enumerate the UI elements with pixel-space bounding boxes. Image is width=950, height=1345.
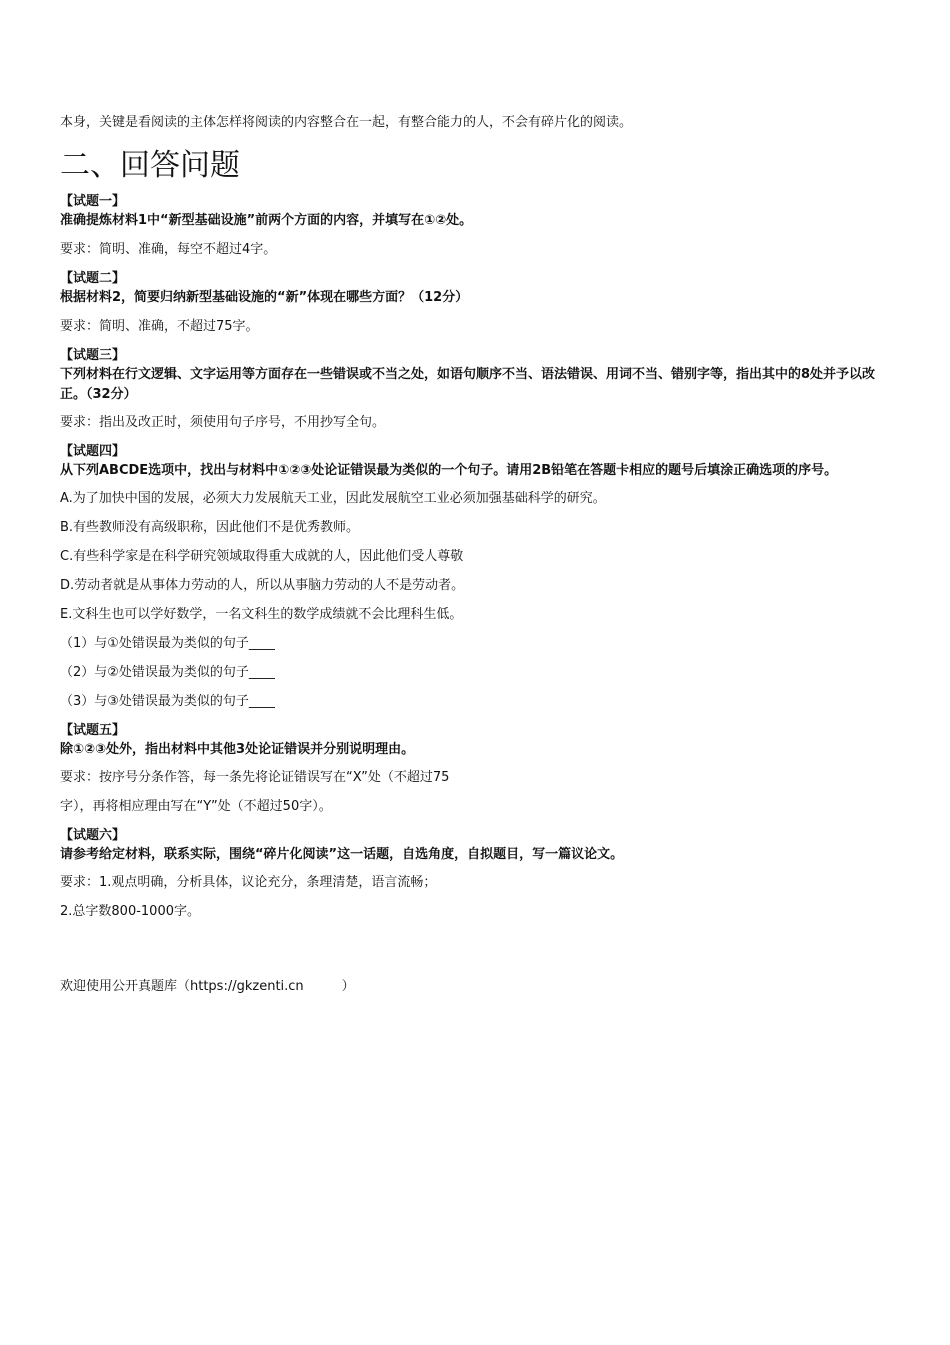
- question-6-title: 【试题六】: [60, 828, 126, 843]
- question-4-prompt: 从下列ABCDE选项中，找出与材料中①②③处论证错误最为类似的一个句子。请用2B铅笔在答题卡相应的题号后填涂正确选项的序号。: [60, 463, 838, 478]
- question-4-sub-item-1: （1）与①处错误最为类似的句子____: [60, 636, 275, 651]
- question-4-sub-item-3: （3）与③处错误最为类似的句子____: [60, 694, 275, 709]
- intro-text: 本身，关键是看阅读的主体怎样将阅读的内容整合在一起，有整合能力的人，不会有碎片化的阅读。: [60, 115, 633, 130]
- question-4-title: 【试题四】: [60, 444, 126, 459]
- exam-page: [60, 0, 890, 1345]
- question-6-requirement-line-2: 2.总字数800-1000字。: [60, 904, 200, 919]
- footer-close-paren: ）: [341, 979, 355, 994]
- question-6-requirement-line-1: 要求：1.观点明确，分析具体，议论充分，条理清楚，语言流畅；: [60, 875, 437, 890]
- footer-text[interactable]: 欢迎使用公开真题库（https://gkzenti.cn: [60, 979, 304, 994]
- question-1-title: 【试题一】: [60, 194, 126, 209]
- question-5-requirement-line-2: 字），再将相应理由写在“Y”处（不超过50字）。: [60, 799, 332, 814]
- question-4-option-c: C.有些科学家是在科学研究领域取得重大成就的人，因此他们受人尊敬: [60, 549, 464, 564]
- footer: [60, 978, 355, 996]
- question-4-sub-item-2: （2）与②处错误最为类似的句子____: [60, 665, 275, 680]
- question-3-requirement: 要求：指出及改正时，须使用句子序号，不用抄写全句。: [60, 415, 386, 430]
- question-5-title: 【试题五】: [60, 723, 126, 738]
- question-3-title: 【试题三】: [60, 348, 126, 363]
- question-1-prompt: 准确提炼材料1中“新型基础设施”前两个方面的内容，并填写在①②处。: [60, 213, 473, 228]
- question-6-prompt: 请参考给定材料，联系实际，围绕“碎片化阅读”这一话题，自选角度，自拟题目，写一篇议论文。: [60, 847, 624, 862]
- question-4-option-b: B.有些教师没有高级职称，因此他们不是优秀教师。: [60, 520, 360, 535]
- question-5-requirement-line-1: 要求：按序号分条作答，每一条先将论证错误写在“X”处（不超过75: [60, 770, 450, 785]
- question-4-option-d: D.劳动者就是从事体力劳动的人，所以从事脑力劳动的人不是劳动者。: [60, 578, 465, 593]
- question-2-title: 【试题二】: [60, 271, 126, 286]
- question-3-prompt: 下列材料在行文逻辑、文字运用等方面存在一些错误或不当之处，如语句顺序不当、语法错误、用词不当、错别字等，指出其中的8处并予以改正。（32分）: [60, 367, 876, 402]
- question-1-requirement: 要求：简明、准确，每空不超过4字。: [60, 242, 277, 257]
- question-2-prompt: 根据材料2，简要归纳新型基础设施的“新”体现在哪些方面？（12分）: [60, 290, 469, 305]
- question-4-option-a: A.为了加快中国的发展，必须大力发展航天工业，因此发展航空工业必须加强基础科学的研究。: [60, 491, 606, 506]
- question-5-prompt: 除①②③处外，指出材料中其他3处论证错误并分别说明理由。: [60, 742, 415, 757]
- section-heading: 二、回答问题: [60, 148, 240, 183]
- question-4-option-e: E.文科生也可以学好数学，一名文科生的数学成绩就不会比理科生低。: [60, 607, 463, 622]
- question-2-requirement: 要求：简明、准确，不超过75字。: [60, 319, 259, 334]
